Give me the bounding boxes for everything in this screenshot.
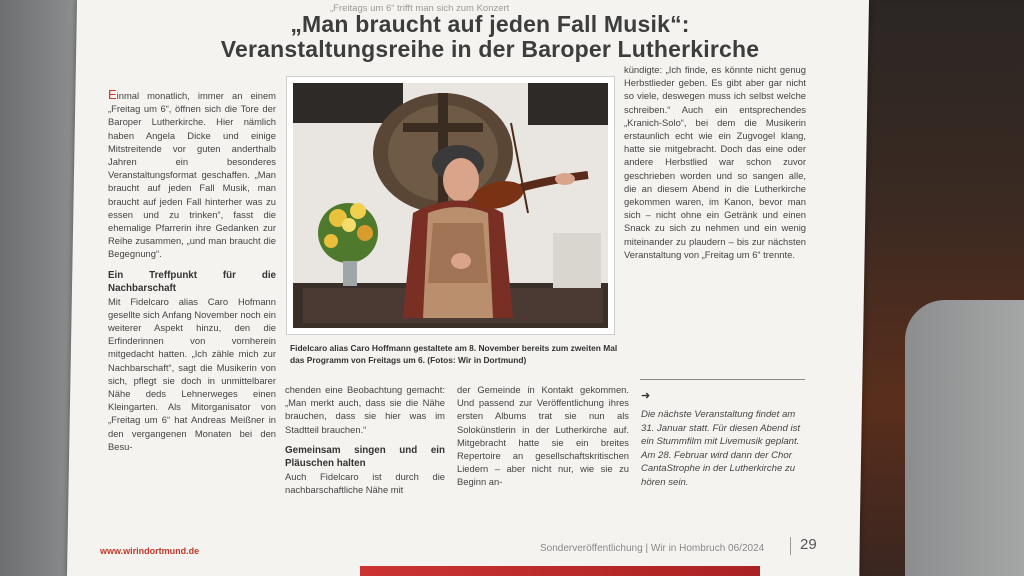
fabric-background-right — [905, 300, 1024, 576]
photo-frame — [286, 76, 615, 335]
subheading-treffpunkt: Ein Treffpunkt für die Nachbarschaft — [108, 269, 276, 294]
subheading-gemeinsam: Gemeinsam singen und ein Pläuschen halten — [285, 444, 445, 469]
arrow-icon: ➜ — [641, 390, 651, 402]
paragraph-fidelcaro: Mit Fidelcaro alias Caro Hofmann gesellte sich Anfang November noch ein weiterer Aspekt hinzu, den die Erfinderinnen von vornherein mitgedacht hatten. „Ich zähle mich zur Nachbarschaft“, sagt die Musikerin von sich, pflegt sie doch in unmittelbarer Nähe deds Lehnerweges einen Kleingarten. Als Mitorganisator von „Freitag um 6“ hat Andreas Meißner in den vergangenen Monaten bei den Besu- — [108, 295, 276, 452]
paragraph-album: der Gemeinde in Kontakt gekommen. Und passend zur Veröffentlichung ihres ersten Albums trat sie nun als Solokünstlerin in der Lutherkirche auf. Mitgebracht hatte sie ein breites Repertoire an gesellschaftskritischen Liedern – aber nicht nur, wie sie zu Beginn an- — [457, 384, 629, 488]
article-kicker: „Freitags um 6“ trifft man sich zum Konzert — [330, 3, 510, 14]
headline-line-2: Veranstaltungsreihe in der Baroper Lutherkirche — [220, 36, 760, 62]
article-column-4 — [624, 63, 806, 261]
photo-caption: Fidelcaro alias Caro Hoffmann gestaltete am 8. November bereits zum zweiten Mal das Programm von Freitags um 6. (Fotos: Wir in Dortmund) — [290, 343, 618, 365]
paragraph-herbstlieder: kündigte: „Ich finde, es könnte nicht genug Herbstlieder geben. Es gibt aber gar nicht so viele, deswegen muss ich selbst welche schreiben.“ Auch ein entsprechendes „Kranich-Solo“, bei dem die Musikerin erstaunlich echt wie ein Zugvogel klang, hatte sie mitgebracht. Doch das eine oder andere Herbstlied war schon zuvor geschrieben worden und so sangen alle, die an diesem Abend in die Lutherkirche gekommen waren, im Kanon, bevor man sich – nicht ohne ein Getränk und einen Snack zu sich zu nehmen und ein wenig miteinander zu plaudern – bis zur nächsten Veranstaltung von „Freitag um 6“ trennte. — [624, 64, 806, 260]
page-number: 29 — [800, 536, 817, 553]
intro-paragraph: Einmal monatlich, immer an einem „Freitag um 6“, öffnen sich die Tore der Baroper Lutherkirche. Hier nämlich haben Angela Dicke und einige Mitstreitende vor guten anderthalb Jahren ein besonderes Veranstaltungsformat geschaffen. „Man braucht auf jeden Fall Musik, man braucht auf jeden Fall hinterher was zu essen und zu trinken“, fasst die ehemalige Pfarrerin ihre Gedanken zur Reihe zusammen, „und man braucht die Begegnung“. — [108, 87, 276, 260]
next-event-note: Die nächste Veranstaltung findet am 31. Januar statt. Für diesen Abend ist ein Stummfilm mit Livemusik geplant. Am 28. Februar wird dann der Chor CantaStrophe in der Lutherkirche zu hören sein. — [641, 409, 801, 488]
violinist-photo-illustration — [293, 83, 608, 328]
note-divider — [640, 379, 805, 380]
violinist-photo — [293, 83, 608, 328]
article-column-3 — [457, 383, 629, 489]
footer-issue: Sonderveröffentlichung | Wir in Hombruch 06/2024 — [540, 543, 765, 554]
headline-line-1: „Man braucht auf jeden Fall Musik“: — [290, 11, 690, 37]
article-column-1 — [108, 88, 276, 453]
footer-divider — [790, 537, 791, 555]
paragraph-naehe: Auch Fidelcaro ist durch die nachbarschaftliche Nähe mit — [285, 470, 445, 496]
next-page-edge — [360, 566, 760, 576]
footer-website: www.wirindortmund.de — [100, 546, 200, 556]
paragraph-beobachtung: chenden eine Beobachtung gemacht: „Man merkt auch, dass sie die Nähe brauchen, dass sie hier was im Stadtteil brauchen.“ — [285, 384, 445, 435]
article-column-2 — [285, 383, 445, 496]
article-headline — [140, 12, 840, 62]
